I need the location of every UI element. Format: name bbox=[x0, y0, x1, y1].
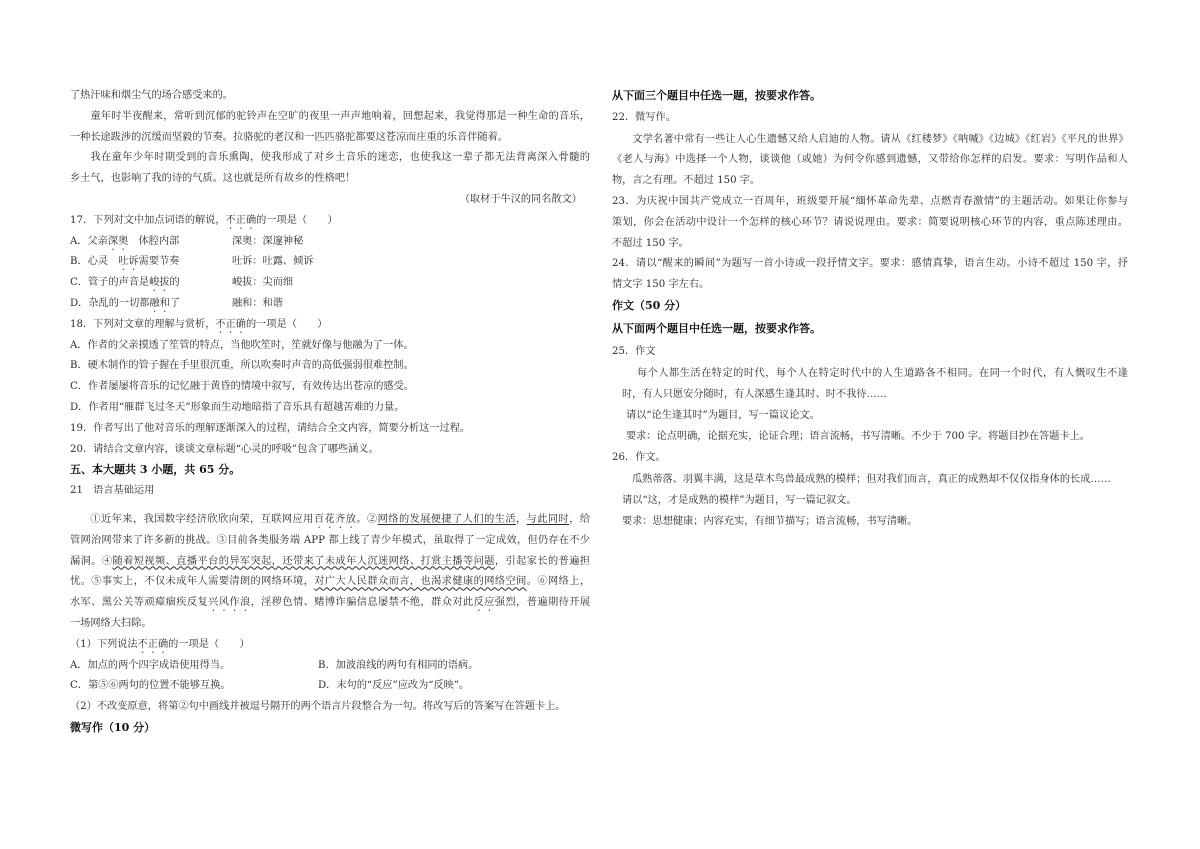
dotted-word: 不正确 bbox=[225, 214, 257, 226]
choose-one-of-two-heading: 从下面两个题目中任选一题，按要求作答。 bbox=[612, 321, 821, 335]
text-segment: （1）下列说法 bbox=[70, 638, 138, 650]
q18-option-b: B．硬木制作的管子握在手里很沉重，所以吹奏时声音的高低强弱很难控制。 bbox=[70, 360, 414, 372]
option-note: 深奥：深邃神秘 bbox=[232, 235, 304, 247]
q17-option-a bbox=[70, 232, 590, 253]
dotted-word: 反应 bbox=[473, 597, 495, 609]
option-text bbox=[70, 298, 180, 309]
q21-passage-line bbox=[70, 614, 590, 635]
essay-paragraph-line: 一种长途跋涉的沉缓而坚毅的节奏。拉骆驼的老汉和一匹匹骆驼都要这苍凉而庄重的乐音伴随着。 bbox=[70, 131, 509, 143]
text-segment: 。⑥网络上， bbox=[526, 576, 590, 588]
text-segment: 的 bbox=[169, 277, 180, 289]
text-segment: ，淫秽色情、赌博诈骗信息屡禁不绝，群众对此 bbox=[250, 597, 474, 609]
option-note: 峻拔：尖而细 bbox=[232, 277, 294, 289]
option-text bbox=[70, 236, 179, 247]
text-segment: 18．下列对文章的理解与赏析， bbox=[70, 318, 216, 330]
essay-paragraph-line: 童年时半夜醒来，常听到沉郁的驼铃声在空旷的夜里一声声地响着，回想起来，我觉得那是一种生命的音乐， bbox=[90, 110, 590, 122]
text-segment: 体腔内部 bbox=[128, 235, 180, 247]
text-segment: 强烈，普遍期待开展 bbox=[494, 597, 590, 609]
q22-line: 《老人与海》中选择一个人物，谈谈他（或她）为何令你感到遗憾，又带给你怎样的启发。要求：写明作品和人 bbox=[612, 154, 1128, 166]
q25-title: 25．作文 bbox=[612, 345, 656, 357]
q21-2-question: （2）不改变原意，将第②句中画线并被逗号隔开的两个语言片段整合为一句。将改写后的答案写在答题卡上。 bbox=[70, 701, 566, 713]
q22-line: 物，言之有理。不超过 150 字。 bbox=[612, 175, 761, 187]
q25-task: 请以“论生逢其时”为题目，写一篇议论文。 bbox=[626, 409, 820, 421]
q21-1-option-b: B．加波浪线的两句有相同的语病。 bbox=[318, 659, 479, 671]
text-segment: 需要节奏 bbox=[138, 256, 180, 268]
q21-passage-line bbox=[70, 531, 590, 552]
text-segment: ，引起家长的普遍担 bbox=[494, 555, 590, 567]
text-segment: C．管子的声音是 bbox=[70, 277, 150, 289]
q17-option-c bbox=[70, 273, 590, 294]
text-segment: D．杂乱的一切都 bbox=[70, 297, 150, 309]
q21-1-stem bbox=[70, 635, 590, 656]
text-segment: 17．下列对文中加点词语的解说， bbox=[70, 214, 226, 226]
option-note: 吐诉：吐露、倾诉 bbox=[232, 256, 314, 268]
text-segment: 了 bbox=[169, 297, 181, 309]
q17-option-d bbox=[70, 294, 590, 315]
wavy-underlined-phrase: 对广大人民群众而言，也渴求健康的网络空间 bbox=[314, 576, 527, 588]
q26-task: 请以“这，才是成熟的模样”为题目，写一篇记叙文。 bbox=[622, 495, 857, 507]
text-segment: 漏洞。④ bbox=[70, 555, 113, 567]
text-segment: 管网治网带来了许多新的挑战。③目前各类服务端 APP 都上线了青少年模式，虽取得了一定成效，但仍存在不少 bbox=[70, 534, 590, 546]
q18-stem bbox=[70, 315, 590, 336]
essay-fragment: 了热汗味和烟尘气的场合感受来的。 bbox=[70, 90, 233, 101]
q23-line: 不超过 150 字。 bbox=[612, 237, 689, 249]
q21-1-option-d: D．末句的“反应”应改为“反映”。 bbox=[318, 680, 470, 692]
essay-paragraph-line: 乡土气，也影响了我的诗的气质。这也就是所有故乡的性格吧！ bbox=[70, 173, 356, 185]
text-segment: 一场网络大扫除。 bbox=[70, 617, 152, 629]
section-five-heading: 五、本大题共 3 小题，共 65 分。 bbox=[70, 463, 241, 477]
dotted-word: 兴风作浪 bbox=[208, 597, 251, 609]
dotted-word: 深奥 bbox=[107, 235, 129, 247]
q17-option-b bbox=[70, 252, 590, 273]
q25-requirements: 要求：论点明确，论据充实，论证合理；语言流畅，书写清晰。不少于 700 字。将题目抄在答题卡上。 bbox=[626, 430, 1090, 442]
q18-option-d: D．作者用“雁群飞过冬天”形象而生动地暗指了音乐具有超越苦难的力量。 bbox=[70, 401, 405, 413]
text-segment: B．心灵 bbox=[70, 256, 119, 268]
text-segment: A．父亲 bbox=[70, 235, 108, 247]
option-text bbox=[70, 256, 179, 267]
dotted-word: 不正确 bbox=[137, 638, 169, 650]
q19-question: 19．作者写出了他对音乐的理解逐渐深入的过程，请结合全文内容，简要分析这一过程。 bbox=[70, 422, 471, 434]
q18-option-c: C．作者屡屡将音乐的记忆融于黄昏的情境中叙写，有效传达出苍凉的感受。 bbox=[70, 381, 414, 393]
wavy-underlined-phrase: 随着短视频、直播平台的异军突起，还带来了未成年人沉迷网络、打赏主播等问题 bbox=[112, 555, 495, 567]
q26-prompt: 瓜熟蒂落、羽翼丰满，这是草木鸟兽最成熟的模样；但对我们而言，真正的成熟却不仅仅指身体的长成…… bbox=[632, 474, 1111, 486]
q21-1-options-row bbox=[70, 656, 590, 677]
q26-requirements: 要求：思想健康；内容充实，有细节描写；语言流畅，书写清晰。 bbox=[622, 515, 918, 527]
text-segment: 。② bbox=[356, 513, 378, 525]
text-segment: 水军、黑公关等顽瘴痼疾反复 bbox=[70, 597, 209, 609]
q26-title: 26．作文。 bbox=[612, 451, 666, 463]
q23-line: 策划，你会在活动中设计一个怎样的核心环节？请说说理由。要求：简要说明核心环节的内容，重点陈述理由。 bbox=[612, 216, 1128, 228]
text-segment: ，给 bbox=[569, 513, 590, 525]
option-note: 融和：和谐 bbox=[232, 297, 283, 309]
text-segment: 的一项是（ ） bbox=[245, 318, 328, 330]
q18-option-a: A．作者的父亲摸透了笙管的特点，当他吹笙时，笙就好像与他融为了一体。 bbox=[70, 339, 414, 351]
choose-one-of-three-heading: 从下面三个题目中任选一题，按要求作答。 bbox=[612, 89, 821, 102]
q21-passage-line bbox=[70, 572, 590, 593]
q23-line: 23．为庆祝中国共产党成立一百周年，班级要开展“缅怀革命先辈、点燃青春激情”的主题活动。如果让你参与 bbox=[612, 195, 1128, 207]
q24-line: 情文字 150 字左右。 bbox=[612, 279, 710, 291]
q17-stem bbox=[70, 211, 590, 232]
q25-prompt-line: 每个人都生活在特定的时代，每个人在特定时代中的人生道路各不相同。在同一个时代，有人慨叹生不逢 bbox=[637, 368, 1128, 380]
underlined-phrase: 网络的发展便捷了人们的生活 bbox=[377, 513, 516, 525]
essay-section-heading: 作文（50 分） bbox=[612, 298, 687, 312]
text-segment: ①近年来，我国数字经济欣欣向荣，互联网应用 bbox=[90, 513, 314, 525]
q20-question: 20．请结合文章内容，谈谈文章标题“心灵的呼吸”包含了哪些涵义。 bbox=[70, 443, 379, 455]
q21-passage-line bbox=[70, 552, 590, 573]
dotted-word: 峻拔 bbox=[149, 277, 170, 289]
q22-line: 文学名著中常有一些让人心生遗憾又给人启迪的人物。请从《红楼梦》《呐喊》《边城》《红岩》《平凡的世界》 bbox=[632, 133, 1128, 145]
q25-prompt-line: 时，有人只愿安分随时，有人深感生逢其时、时不我待…… bbox=[622, 389, 887, 401]
q24-line: 24．请以“醒来的瞬间”为题写一首小诗或一段抒情文字。要求：感情真挚，语言生动。小诗不超过 150 字，抒 bbox=[612, 258, 1128, 270]
essay-paragraph-line: 我在童年少年时期受到的音乐熏陶，使我形成了对乡土音乐的迷恋，也使我这一辈子都无法背离深入骨髓的 bbox=[90, 152, 590, 164]
q21-1-options-row bbox=[70, 676, 590, 697]
source-note: （取材于牛汉的同名散文） bbox=[459, 193, 582, 205]
dotted-word: 不正确 bbox=[215, 318, 246, 330]
option-text bbox=[70, 277, 180, 288]
text-segment: ， bbox=[516, 513, 527, 525]
dotted-word: 百花齐放 bbox=[313, 513, 357, 525]
text-segment: 的一项是（ ） bbox=[168, 638, 250, 650]
dotted-word: 融和 bbox=[149, 297, 170, 309]
q22-title: 22．微写作。 bbox=[612, 111, 676, 123]
q21-1-option-c: C．第⑤⑥两句的位置不能够互换。 bbox=[70, 680, 231, 692]
q21-title: 21 语言基础运用 bbox=[70, 485, 155, 497]
q21-1-option-a: A．加点的两个四字成语使用得当。 bbox=[70, 659, 231, 671]
micro-writing-heading: 微写作（10 分） bbox=[70, 720, 156, 734]
right-column bbox=[612, 86, 1128, 533]
dotted-word: 吐诉 bbox=[118, 256, 139, 268]
text-segment: 忧。⑤事实上，不仅未成年人需要清朗的网络环境， bbox=[70, 576, 315, 588]
underlined-phrase: 与此同时 bbox=[526, 513, 570, 525]
text-segment: 的一项是（ ） bbox=[256, 214, 338, 226]
q21-passage-line bbox=[70, 593, 590, 614]
q21-passage-line bbox=[70, 510, 590, 531]
left-column bbox=[70, 86, 590, 739]
